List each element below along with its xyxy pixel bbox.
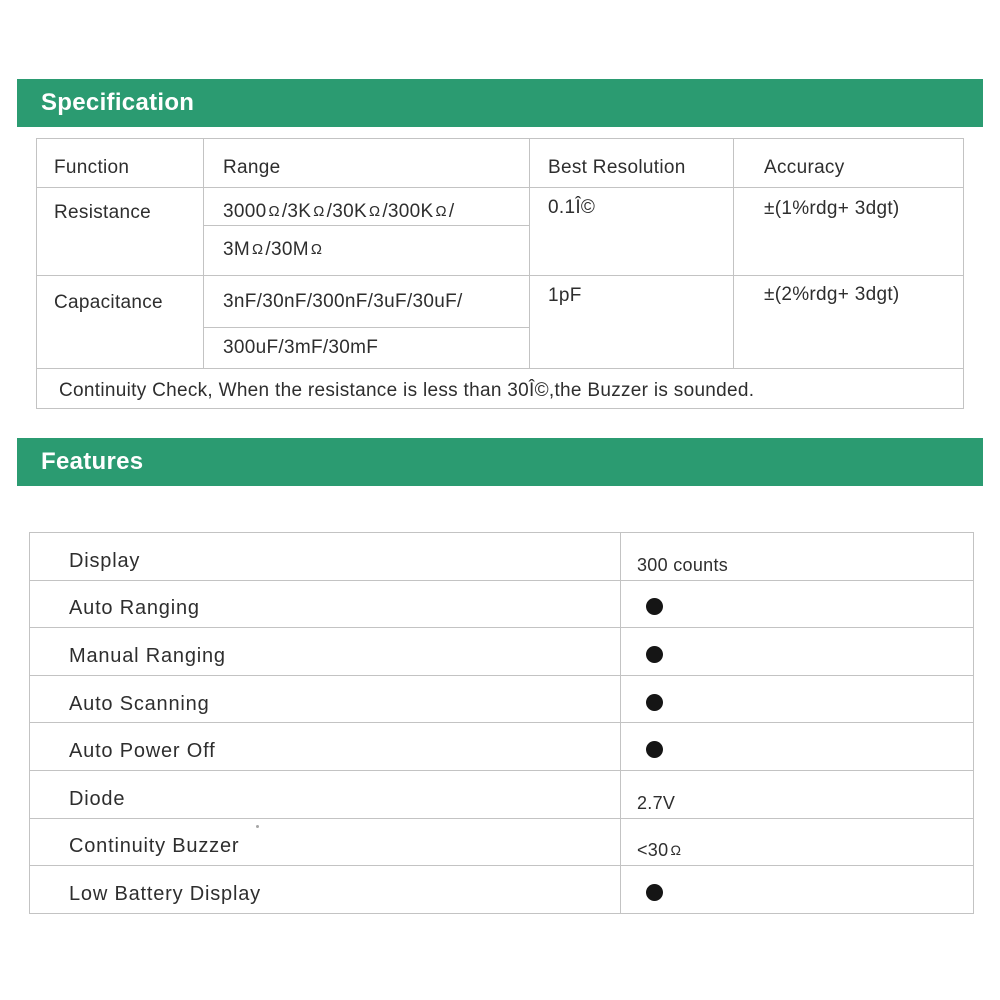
spec-range-resistance-line1: 3000 Ω /3K Ω /30K Ω /300K Ω / bbox=[204, 188, 530, 226]
spec-col-range: Range bbox=[204, 139, 530, 188]
feature-value-auto-power-off bbox=[621, 723, 974, 771]
feature-row-display bbox=[30, 533, 974, 581]
feature-dot-icon bbox=[646, 646, 663, 663]
spec-range-resistance-line2: 3M Ω /30M Ω bbox=[204, 226, 530, 276]
feature-row-continuity-buzzer bbox=[30, 818, 974, 866]
feature-dot-icon bbox=[646, 741, 663, 758]
feature-label-auto-scanning: Auto Scanning bbox=[30, 675, 621, 723]
feature-row-auto-power-off bbox=[30, 723, 974, 771]
spec-col-best-resolution: Best Resolution bbox=[530, 139, 734, 188]
feature-label-auto-power-off: Auto Power Off bbox=[30, 723, 621, 771]
feature-label-display: Display bbox=[30, 533, 621, 581]
feature-dot-icon bbox=[646, 694, 663, 711]
feature-row-low-battery-display bbox=[30, 866, 974, 914]
feature-row-manual-ranging bbox=[30, 628, 974, 676]
spec-row-continuity-note bbox=[37, 369, 964, 409]
spec-function-resistance: Resistance bbox=[37, 188, 204, 276]
feature-value-display: 300 counts bbox=[621, 533, 974, 581]
specification-section-header bbox=[17, 79, 983, 127]
feature-value-diode: 2.7V bbox=[621, 770, 974, 818]
specification-title: Specification bbox=[41, 89, 195, 116]
features-section-header bbox=[17, 438, 983, 486]
spec-row-resistance-1 bbox=[37, 188, 964, 226]
feature-row-auto-ranging bbox=[30, 580, 974, 628]
feature-value-manual-ranging bbox=[621, 628, 974, 676]
spec-function-capacitance: Capacitance bbox=[37, 276, 204, 369]
feature-label-manual-ranging: Manual Ranging bbox=[30, 628, 621, 676]
feature-label-low-battery-display: Low Battery Display bbox=[30, 866, 621, 914]
spec-row-capacitance-1 bbox=[37, 276, 964, 328]
spec-col-function: Function bbox=[37, 139, 204, 188]
specification-table bbox=[36, 138, 964, 409]
feature-value-low-battery-display bbox=[621, 866, 974, 914]
feature-label-continuity-buzzer: Continuity Buzzer bbox=[30, 818, 621, 866]
spec-header-row bbox=[37, 139, 964, 188]
spec-range-capacitance-line2: 300uF/3mF/30mF bbox=[204, 328, 530, 369]
feature-label-auto-ranging: Auto Ranging bbox=[30, 580, 621, 628]
feature-dot-icon bbox=[646, 598, 663, 615]
feature-value-continuity-buzzer: <30 Ω bbox=[621, 818, 974, 866]
feature-row-diode bbox=[30, 770, 974, 818]
spec-accuracy-capacitance: ±(2%rdg+ 3dgt) bbox=[734, 276, 964, 369]
image-artifact-speck bbox=[256, 825, 259, 828]
spec-range-capacitance-line1: 3nF/30nF/300nF/3uF/30uF/ bbox=[204, 276, 530, 328]
spec-resolution-capacitance: 1pF bbox=[530, 276, 734, 369]
feature-label-diode: Diode bbox=[30, 770, 621, 818]
feature-value-auto-ranging bbox=[621, 580, 974, 628]
continuity-note: Continuity Check, When the resistance is less than 30Î©,the Buzzer is sounded. bbox=[37, 369, 964, 409]
features-title: Features bbox=[41, 448, 144, 475]
feature-dot-icon bbox=[646, 884, 663, 901]
features-table bbox=[29, 532, 974, 914]
feature-row-auto-scanning bbox=[30, 675, 974, 723]
spec-accuracy-resistance: ±(1%rdg+ 3dgt) bbox=[734, 188, 964, 276]
spec-resolution-resistance: 0.1Î© bbox=[530, 188, 734, 276]
spec-col-accuracy: Accuracy bbox=[734, 139, 964, 188]
feature-value-auto-scanning bbox=[621, 675, 974, 723]
